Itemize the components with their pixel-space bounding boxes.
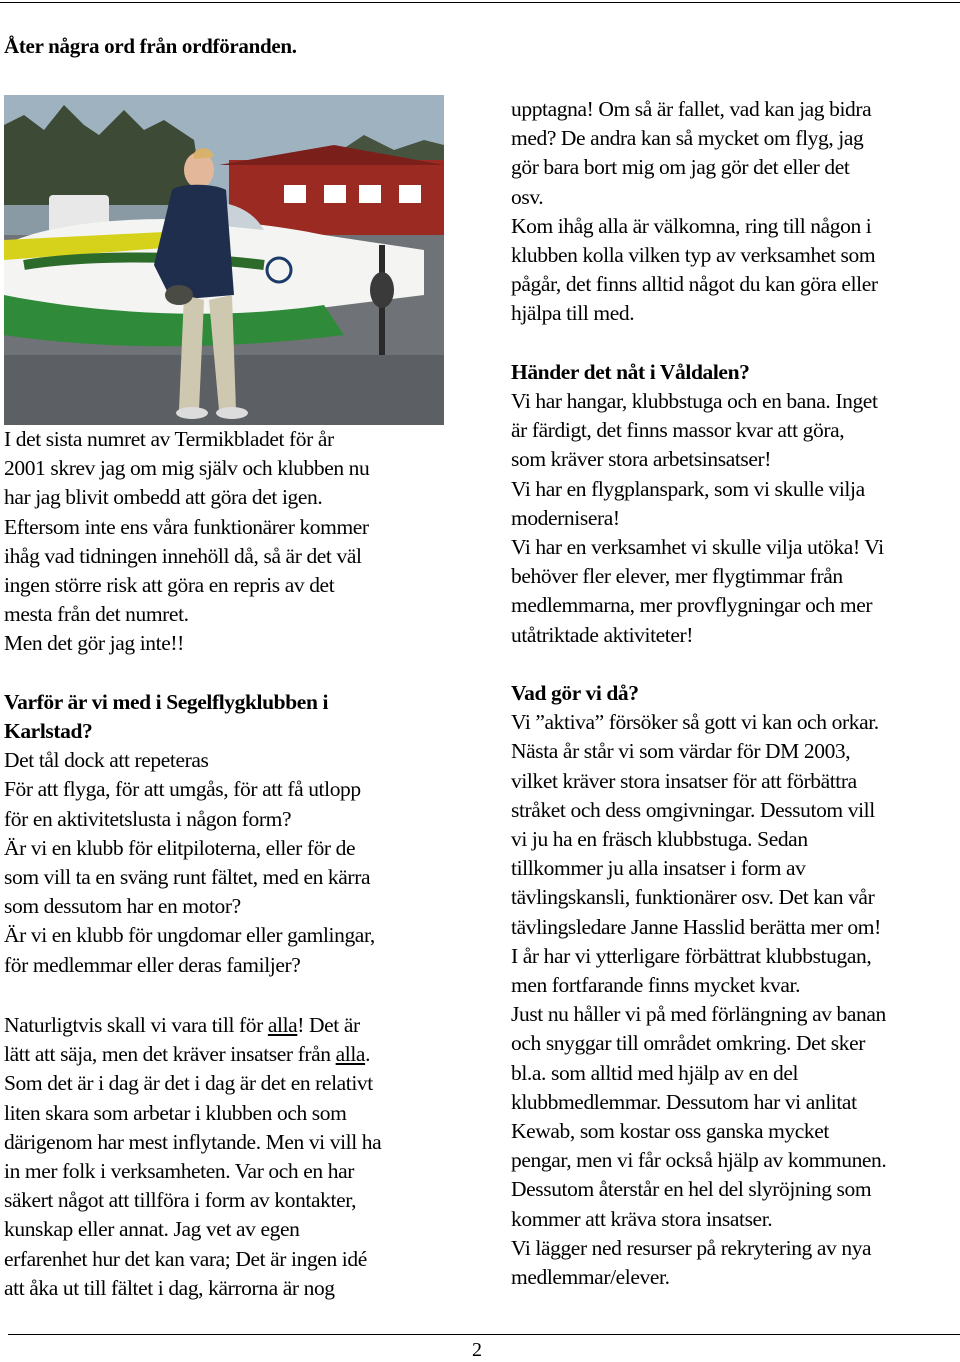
paragraph-line: Kom ihåg alla är välkomna, ring till någon i — [511, 213, 872, 238]
section-body-line: tävlingskansli, funktionärer osv. Det kan vår — [511, 885, 875, 910]
section-body-line: Nästa år står vi som värdar för DM 2003, — [511, 739, 851, 764]
section-body-line: vilket kräver stora insatser för att förbättra — [511, 768, 857, 793]
page-number: 2 — [472, 1339, 482, 1361]
paragraph-line: gör bara bort mig om jag gör det eller det — [511, 155, 850, 180]
intro-line: ingen större risk att göra en repris av det — [4, 573, 335, 598]
paragraph-line: Naturligtvis skall vi vara till för alla! Det är — [4, 1013, 360, 1037]
section-body-line: som kräver stora arbetsinsatser! — [511, 447, 772, 472]
section-body-line: kommer att kräva stora insatser. — [511, 1206, 773, 1231]
section-body-line: som dessutom har en motor? — [4, 894, 241, 919]
paragraph-line: upptagna! Om så är fallet, vad kan jag bidra — [511, 97, 872, 121]
paragraph-line: erfarenhet hur det kan vara; Det är ingen idé — [4, 1246, 367, 1271]
paragraph-line: med? De andra kan så mycket om flyg, jag — [511, 126, 864, 151]
photo-icon — [4, 95, 444, 425]
intro-line: mesta från det numret. — [4, 602, 189, 627]
intro-line: har jag blivit ombedd att göra det igen. — [4, 485, 323, 510]
paragraph-line: Som det är i dag är det i dag är det en relativt — [4, 1071, 373, 1096]
intro-line: ihåg vad tidningen innehöll då, så är det väl — [4, 543, 362, 568]
section-body-line: För att flyga, för att umgås, för att få utlopp — [4, 777, 361, 802]
photo-pilot-with-aircraft — [4, 95, 444, 425]
section-body-line: utåtriktade aktiviteter! — [511, 622, 694, 647]
section-body-line: Vi har hangar, klubbstuga och en bana. Inget — [511, 389, 878, 414]
section-body-line: tillkommer ju alla insatser i form av — [511, 856, 806, 881]
paragraph-line: liten skara som arbetar i klubben och som — [4, 1100, 347, 1125]
section-heading: Händer det nåt i Våldalen? — [511, 359, 750, 384]
section-body-line: Vi har en verksamhet vi skulle vilja utöka! Vi — [511, 535, 884, 560]
underlined-word: alla — [267, 1013, 298, 1037]
intro-line: Men det gör jag inte!! — [4, 631, 184, 656]
left-column-upper — [4, 425, 454, 980]
right-column — [511, 95, 956, 1292]
paragraph-line: därigenom har mest inflytande. Men vi vill ha — [4, 1129, 382, 1154]
paragraph-line: lätt att säja, men det kräver insatser från alla. — [4, 1042, 371, 1067]
section-body-line: tävlingsledare Janne Hasslid berätta mer om! — [511, 914, 881, 939]
top-rule — [0, 2, 960, 3]
section-body-line: är färdigt, det finns massor kvar att göra, — [511, 418, 845, 443]
paragraph-line: in mer folk i verksamheten. Var och en har — [4, 1159, 354, 1184]
section-body-line: Är vi en klubb för elitpiloterna, eller för de — [4, 835, 356, 860]
section-body-line: och snyggar till området omkring. Det sker — [511, 1031, 865, 1056]
left-column-lower — [4, 1011, 454, 1303]
section-body-line: Är vi en klubb för ungdomar eller gamlingar, — [4, 923, 375, 948]
intro-line: Eftersom inte ens våra funktionärer kommer — [4, 514, 369, 539]
paragraph-line: hjälpa till med. — [511, 301, 635, 326]
section-body-line: för en aktivitetslusta i någon form? — [4, 806, 292, 831]
intro-line: 2001 skrev jag om mig själv och klubben nu — [4, 456, 370, 481]
paragraph-line: klubben kolla vilken typ av verksamhet som — [511, 243, 876, 268]
section-body-line: stråket och dess omgivningar. Dessutom vill — [511, 797, 875, 822]
section-body-line: Det tål dock att repeteras — [4, 748, 209, 773]
paragraph-line: pågår, det finns alltid något du kan göra eller — [511, 272, 878, 297]
section-heading: Varför är vi med i Segelflygklubben i — [4, 689, 329, 714]
section-heading: Vad gör vi då? — [511, 681, 639, 706]
section-body-line: Dessutom återstår en hel del slyröjning som — [511, 1177, 872, 1202]
section-heading: Karlstad? — [4, 719, 93, 744]
paragraph-line: säkert något att tillföra i form av kontakter, — [4, 1188, 357, 1213]
section-body-line: bl.a. som alltid med hjälp av en del — [511, 1060, 799, 1085]
section-body-line: vi ju ha en fräsch klubbstuga. Sedan — [511, 827, 808, 852]
section-body-line: medlemmar/elever. — [511, 1265, 670, 1290]
section-body-line: I år har vi ytterligare förbättrat klubbstugan, — [511, 943, 872, 968]
paragraph-line: att åka ut till fältet i dag, kärrorna är nog — [4, 1275, 335, 1300]
section-body-line: som vill ta en sväng runt fältet, med en kärra — [4, 865, 371, 890]
page-title: Åter några ord från ordföranden. — [4, 34, 297, 58]
underlined-word: alla — [335, 1042, 366, 1067]
section-body-line: klubbmedlemmar. Dessutom har vi anlitat — [511, 1089, 857, 1114]
section-body-line: medlemmarna, mer provflygningar och mer — [511, 593, 873, 618]
section-body-line: modernisera! — [511, 505, 620, 530]
section-body-line: Vi ”aktiva” försöker så gott vi kan och orkar. — [511, 710, 879, 735]
paragraph-line: kunskap eller annat. Jag vet av egen — [4, 1217, 300, 1242]
section-body-line: behöver fler elever, mer flygtimmar från — [511, 564, 843, 589]
paragraph-line: osv. — [511, 184, 544, 209]
section-body-line: för medlemmar eller deras familjer? — [4, 952, 301, 977]
section-body-line: pengar, men vi får också hjälp av kommunen. — [511, 1148, 887, 1173]
section-body-line: Vi har en flygplanspark, som vi skulle vilja — [511, 476, 865, 501]
section-body-line: Vi lägger ned resurser på rekrytering av nya — [511, 1235, 872, 1260]
section-body-line: Kewab, som kostar oss ganska mycket — [511, 1119, 829, 1144]
section-body-line: Just nu håller vi på med förlängning av banan — [511, 1002, 886, 1027]
bottom-rule — [8, 1334, 960, 1335]
intro-line: I det sista numret av Termikbladet för år — [4, 427, 334, 451]
section-body-line: men fortfarande finns mycket kvar. — [511, 973, 801, 998]
